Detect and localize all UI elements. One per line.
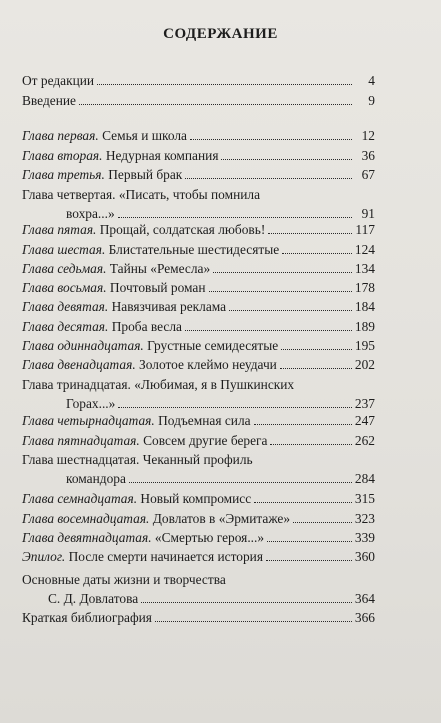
chapter-title: Довлатов в «Эрмитаже» xyxy=(152,511,291,526)
chapter-heading xyxy=(22,241,279,259)
chapter-heading xyxy=(22,260,210,278)
chapter-heading xyxy=(22,72,94,90)
dot-leader xyxy=(213,260,352,273)
chapter-title-continued: С. Д. Довлатова xyxy=(48,591,139,606)
page-number: 9 xyxy=(368,93,375,108)
toc-entry xyxy=(22,127,375,145)
dot-leader xyxy=(266,548,352,561)
toc-entry xyxy=(22,260,375,278)
dot-leader xyxy=(185,318,352,331)
chapter-label: Глава вторая. xyxy=(22,148,103,163)
chapter-title-continued: Горах...» xyxy=(66,396,116,411)
page-number: 202 xyxy=(354,357,375,372)
chapter-heading xyxy=(22,529,264,547)
toc-entry xyxy=(22,221,375,239)
toc-entry xyxy=(66,470,375,488)
page-number: 247 xyxy=(354,413,375,428)
page-number: 4 xyxy=(368,73,375,88)
chapter-heading xyxy=(22,490,251,508)
page-number: 124 xyxy=(354,242,375,257)
chapter-heading xyxy=(22,298,226,316)
chapter-label: Глава восьмая. xyxy=(22,280,107,295)
chapter-label: Глава шестнадцатая. xyxy=(22,452,140,467)
chapter-label: Глава девятая. xyxy=(22,299,109,314)
chapter-title: От редакции xyxy=(22,73,95,88)
chapter-heading xyxy=(22,356,277,374)
dot-leader xyxy=(97,72,352,85)
toc-entry xyxy=(22,412,375,430)
chapter-title: Почтовый роман xyxy=(109,280,206,295)
dot-leader xyxy=(293,510,352,523)
chapter-heading xyxy=(22,92,76,110)
chapter-heading xyxy=(22,510,290,528)
toc-entry xyxy=(48,590,375,608)
toc-entry xyxy=(22,548,375,566)
toc-entry xyxy=(22,490,375,508)
toc-entry-title xyxy=(22,571,226,589)
page-number: 91 xyxy=(361,206,375,221)
chapter-title: Чеканный профиль xyxy=(142,452,253,467)
chapter-label: Глава восемнадцатая. xyxy=(22,511,150,526)
toc-entry xyxy=(22,356,375,374)
toc-entry xyxy=(22,432,375,450)
chapter-heading xyxy=(22,318,182,336)
page-number: 184 xyxy=(354,299,375,314)
chapter-heading xyxy=(22,221,265,239)
page-number: 262 xyxy=(354,433,375,448)
chapter-heading xyxy=(22,432,267,450)
chapter-heading xyxy=(22,609,152,627)
toc-entry xyxy=(22,510,375,528)
dot-leader xyxy=(282,241,352,254)
chapter-label: Глава тринадцатая. xyxy=(22,377,131,392)
chapter-title: Подъемная сила xyxy=(158,413,251,428)
toc-entry-title xyxy=(22,186,260,204)
chapter-title: Золотое клеймо неудачи xyxy=(139,357,277,372)
chapter-label: Глава девятнадцатая. xyxy=(22,530,152,545)
page-number: 315 xyxy=(354,491,375,506)
page-number: 195 xyxy=(354,338,375,353)
dot-leader xyxy=(185,166,352,179)
chapter-title: Введение xyxy=(22,93,76,108)
dot-leader xyxy=(209,279,352,292)
toc-entry xyxy=(22,337,375,355)
toc-entry xyxy=(22,241,375,259)
toc-entry xyxy=(22,318,375,336)
chapter-heading xyxy=(22,166,182,184)
dot-leader xyxy=(267,529,352,542)
dot-leader xyxy=(254,490,352,503)
dot-leader xyxy=(118,205,352,218)
page-title: СОДЕРЖАНИЕ xyxy=(163,26,278,42)
chapter-label: Глава пятнадцатая. xyxy=(22,433,140,448)
chapter-title: Семья и школа xyxy=(102,128,187,143)
chapter-label: Глава семнадцатая. xyxy=(22,491,138,506)
chapter-title: Блистательные шестидесятые xyxy=(108,242,280,257)
chapter-title: Грустные семидесятые xyxy=(147,338,279,353)
chapter-title: Навязчивая реклама xyxy=(111,299,227,314)
page-number: 36 xyxy=(361,148,375,163)
dot-leader xyxy=(281,337,352,350)
chapter-heading xyxy=(22,127,187,145)
page-number: 117 xyxy=(355,222,375,237)
dot-leader xyxy=(229,298,352,311)
page-number: 360 xyxy=(354,549,375,564)
page-number: 67 xyxy=(361,167,375,182)
page-number: 323 xyxy=(354,511,375,526)
page-number: 339 xyxy=(354,530,375,545)
page-number: 284 xyxy=(354,471,375,486)
chapter-heading xyxy=(22,548,263,566)
chapter-title: Прощай, солдатская любовь! xyxy=(99,222,266,237)
toc-entry-title xyxy=(22,451,253,469)
dot-leader xyxy=(268,221,352,234)
page-number: 12 xyxy=(361,128,375,143)
dot-leader xyxy=(79,92,352,105)
page-number: 178 xyxy=(354,280,375,295)
chapter-label: Глава десятая. xyxy=(22,319,109,334)
toc-entry xyxy=(22,166,375,184)
chapter-title: Проба весла xyxy=(111,319,182,334)
chapter-title: «Любимая, я в Пушкинских xyxy=(134,377,295,392)
page-number: 189 xyxy=(354,319,375,334)
dot-leader xyxy=(141,590,352,603)
chapter-label: Глава одиннадцатая. xyxy=(22,338,144,353)
chapter-title: Недурная компания xyxy=(105,148,219,163)
chapter-label: Глава третья. xyxy=(22,167,105,182)
chapter-label: Эпилог. xyxy=(22,549,66,564)
chapter-title-continued: командора xyxy=(66,471,126,486)
toc-entry xyxy=(22,147,375,165)
chapter-title: Совсем другие берега xyxy=(143,433,268,448)
toc-entry xyxy=(66,395,375,413)
dot-leader xyxy=(190,127,352,140)
dot-leader xyxy=(280,356,352,369)
dot-leader xyxy=(129,470,352,483)
toc-entry xyxy=(22,529,375,547)
chapter-title: Основные даты жизни и творчества xyxy=(22,572,226,587)
chapter-title: Первый брак xyxy=(108,167,183,182)
chapter-title: Краткая библиография xyxy=(22,610,152,625)
chapter-heading xyxy=(22,412,251,430)
chapter-label: Глава шестая. xyxy=(22,242,106,257)
chapter-label: Глава четырнадцатая. xyxy=(22,413,155,428)
dot-leader xyxy=(254,412,352,425)
page-number: 237 xyxy=(354,396,375,411)
chapter-label: Глава первая. xyxy=(22,128,99,143)
chapter-heading xyxy=(22,279,206,297)
toc-entry xyxy=(22,72,375,90)
page-number: 366 xyxy=(354,610,375,625)
chapter-label: Глава четвертая. xyxy=(22,187,116,202)
chapter-title: Новый компромисс xyxy=(140,491,252,506)
toc-entry xyxy=(22,609,375,627)
chapter-label: Глава седьмая. xyxy=(22,261,107,276)
chapter-heading xyxy=(22,147,218,165)
chapter-title-continued: вохра...» xyxy=(66,206,115,221)
dot-leader xyxy=(155,609,352,622)
chapter-label: Глава двенадцатая. xyxy=(22,357,136,372)
toc-entry xyxy=(22,92,375,110)
dot-leader xyxy=(221,147,352,160)
page-number: 134 xyxy=(354,261,375,276)
toc-entry xyxy=(22,298,375,316)
chapter-title: «Смертью героя...» xyxy=(154,530,265,545)
chapter-title: После смерти начинается история xyxy=(68,549,263,564)
chapter-label: Глава пятая. xyxy=(22,222,97,237)
chapter-title: Тайны «Ремесла» xyxy=(109,261,211,276)
toc-entry xyxy=(22,279,375,297)
dot-leader xyxy=(118,395,352,408)
dot-leader xyxy=(270,432,351,445)
page-number: 364 xyxy=(354,591,375,606)
chapter-title: «Писать, чтобы помнила xyxy=(118,187,261,202)
chapter-heading xyxy=(22,337,278,355)
toc-entry-title xyxy=(22,376,294,394)
